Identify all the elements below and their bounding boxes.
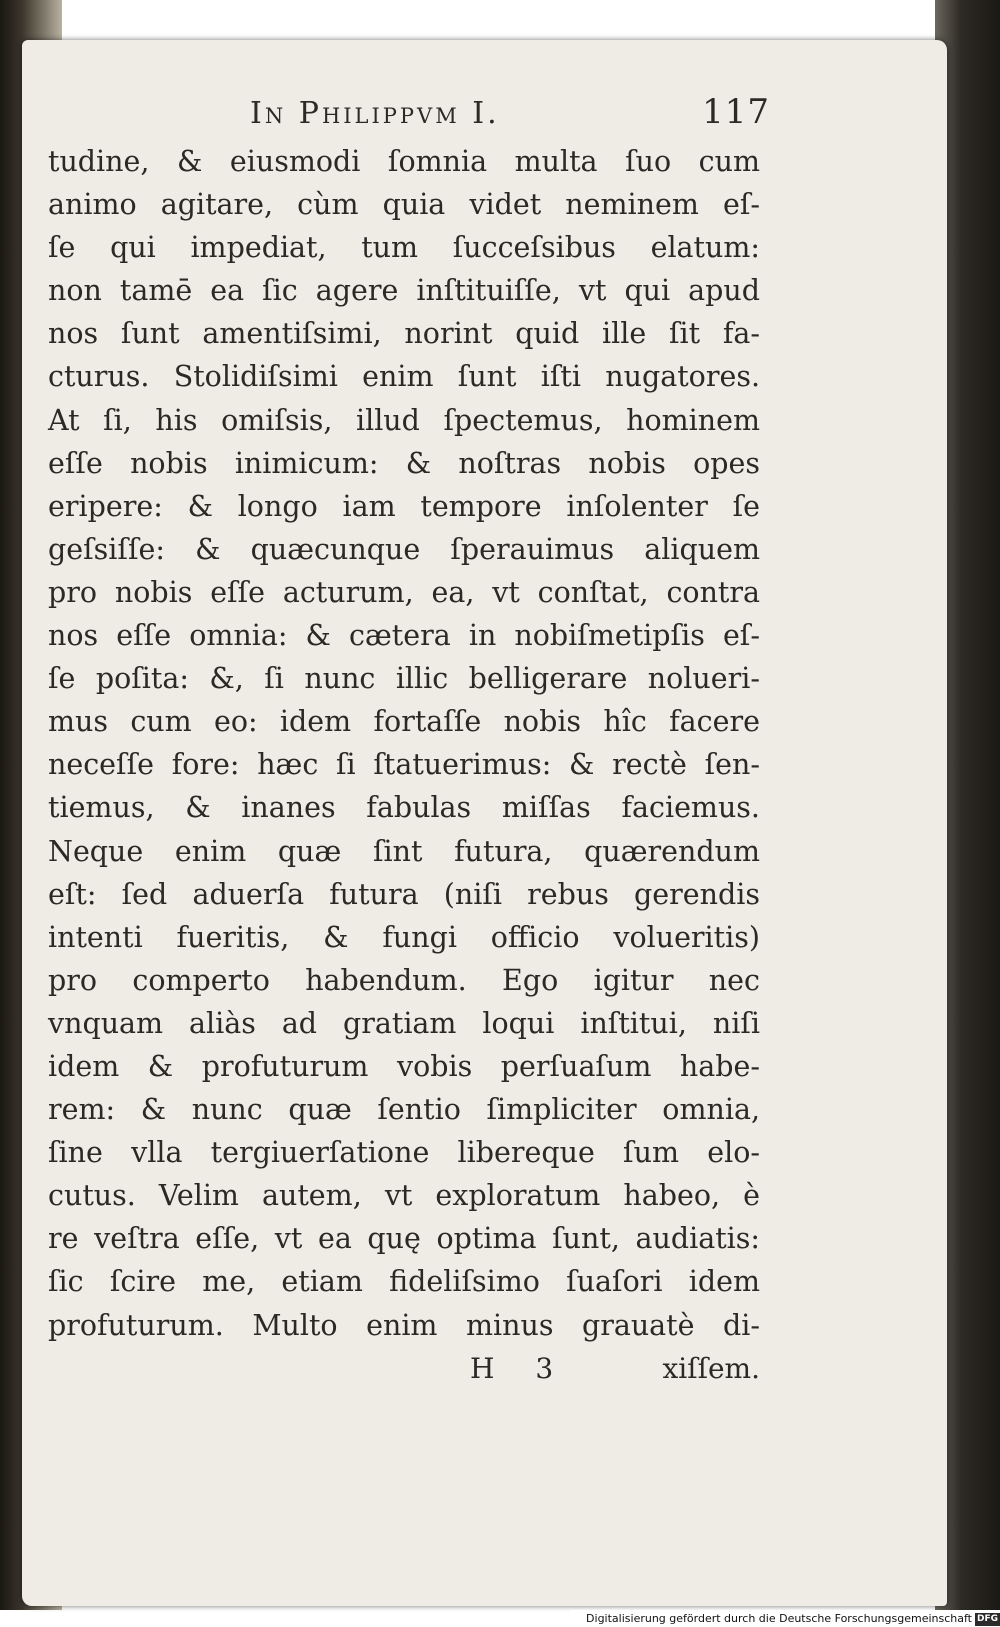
text-line: mus cum eo: idem fortaſſe nobis hîc facere bbox=[48, 705, 760, 739]
text-line: eripere: & longo iam tempore inſolenter ſe bbox=[48, 489, 760, 523]
text-line: ſine vlla tergiuerſatione libereque ſum elo- bbox=[48, 1136, 760, 1170]
text-line: eſſe nobis inimicum: & noſtras nobis opes bbox=[48, 446, 760, 480]
text-line: non tamē ea ſic agere inſtituiſſe, vt qui apud bbox=[48, 274, 760, 308]
text-line: idem & profuturum vobis perſuaſum habe- bbox=[48, 1049, 760, 1083]
text-line: ſe qui impediat, tum ſucceſsibus elatum: bbox=[48, 231, 760, 265]
text-line: tudine, & eiusmodi ſomnia multa ſuo cum bbox=[48, 145, 760, 178]
text-line: ſic ſcire me, etiam fideliſsimo ſuaſori idem bbox=[48, 1265, 760, 1299]
catchword: xiſſem. bbox=[662, 1352, 760, 1385]
dfg-notice: Digitalisierung gefördert durch die Deutsche Forschungsgemeinschaft bbox=[586, 1612, 972, 1625]
text-line: animo agitare, cùm quia videt neminem eſ- bbox=[48, 188, 760, 222]
text-line: cturus. Stolidiſsimi enim ſunt iſti nugatores. bbox=[48, 360, 760, 394]
body-text bbox=[48, 140, 760, 1347]
text-line: rem: & nunc quæ ſentio ſimpliciter omnia, bbox=[48, 1093, 760, 1127]
text-line: re veſtra eſſe, vt ea quę optima ſunt, audiatis: bbox=[48, 1222, 760, 1256]
running-title: In Philippvm I. bbox=[250, 96, 500, 131]
text-line: geſsiſſe: & quæcunque ſperauimus aliquem bbox=[48, 532, 760, 566]
dfg-notice-bar bbox=[570, 1610, 1000, 1627]
text-line: pro nobis eſſe acturum, ea, vt conſtat, contra bbox=[48, 575, 760, 609]
text-line: intenti fueritis, & fungi officio volueritis) bbox=[48, 920, 760, 954]
page-number: 117 bbox=[702, 92, 770, 132]
text-line: At ſi, his omiſsis, illud ſpectemus, hominem bbox=[48, 403, 760, 437]
page-header bbox=[250, 88, 770, 132]
text-line: Neque enim quæ ſint futura, quærendum bbox=[48, 834, 760, 868]
text-line: pro comperto habendum. Ego igitur nec bbox=[48, 963, 760, 997]
text-line: tiemus, & inanes fabulas miſſas faciemus. bbox=[48, 791, 760, 825]
signature-mark: H 3 bbox=[470, 1352, 570, 1385]
text-line: ſe poſita: &, ſi nunc illic belligerare nolueri- bbox=[48, 662, 760, 696]
text-line: eſt: ſed aduerſa futura (niſi rebus gerendis bbox=[48, 877, 760, 911]
text-line: nos eſſe omnia: & cætera in nobiſmetipſis eſ- bbox=[48, 619, 760, 653]
page-footer bbox=[470, 1352, 760, 1396]
text-line: profuturum. Multo enim minus grauatè di- bbox=[48, 1308, 760, 1342]
text-line: cutus. Velim autem, vt exploratum habeo, è bbox=[48, 1179, 760, 1213]
text-line: nos ſunt amentiſsimi, norint quid ille ſit fa- bbox=[48, 317, 760, 351]
text-line: vnquam aliàs ad gratiam loqui inſtitui, niſi bbox=[48, 1006, 760, 1040]
text-line: neceſſe fore: hæc ſi ſtatuerimus: & rectè ſen- bbox=[48, 748, 760, 782]
dfg-logo: DFG bbox=[976, 1613, 998, 1624]
